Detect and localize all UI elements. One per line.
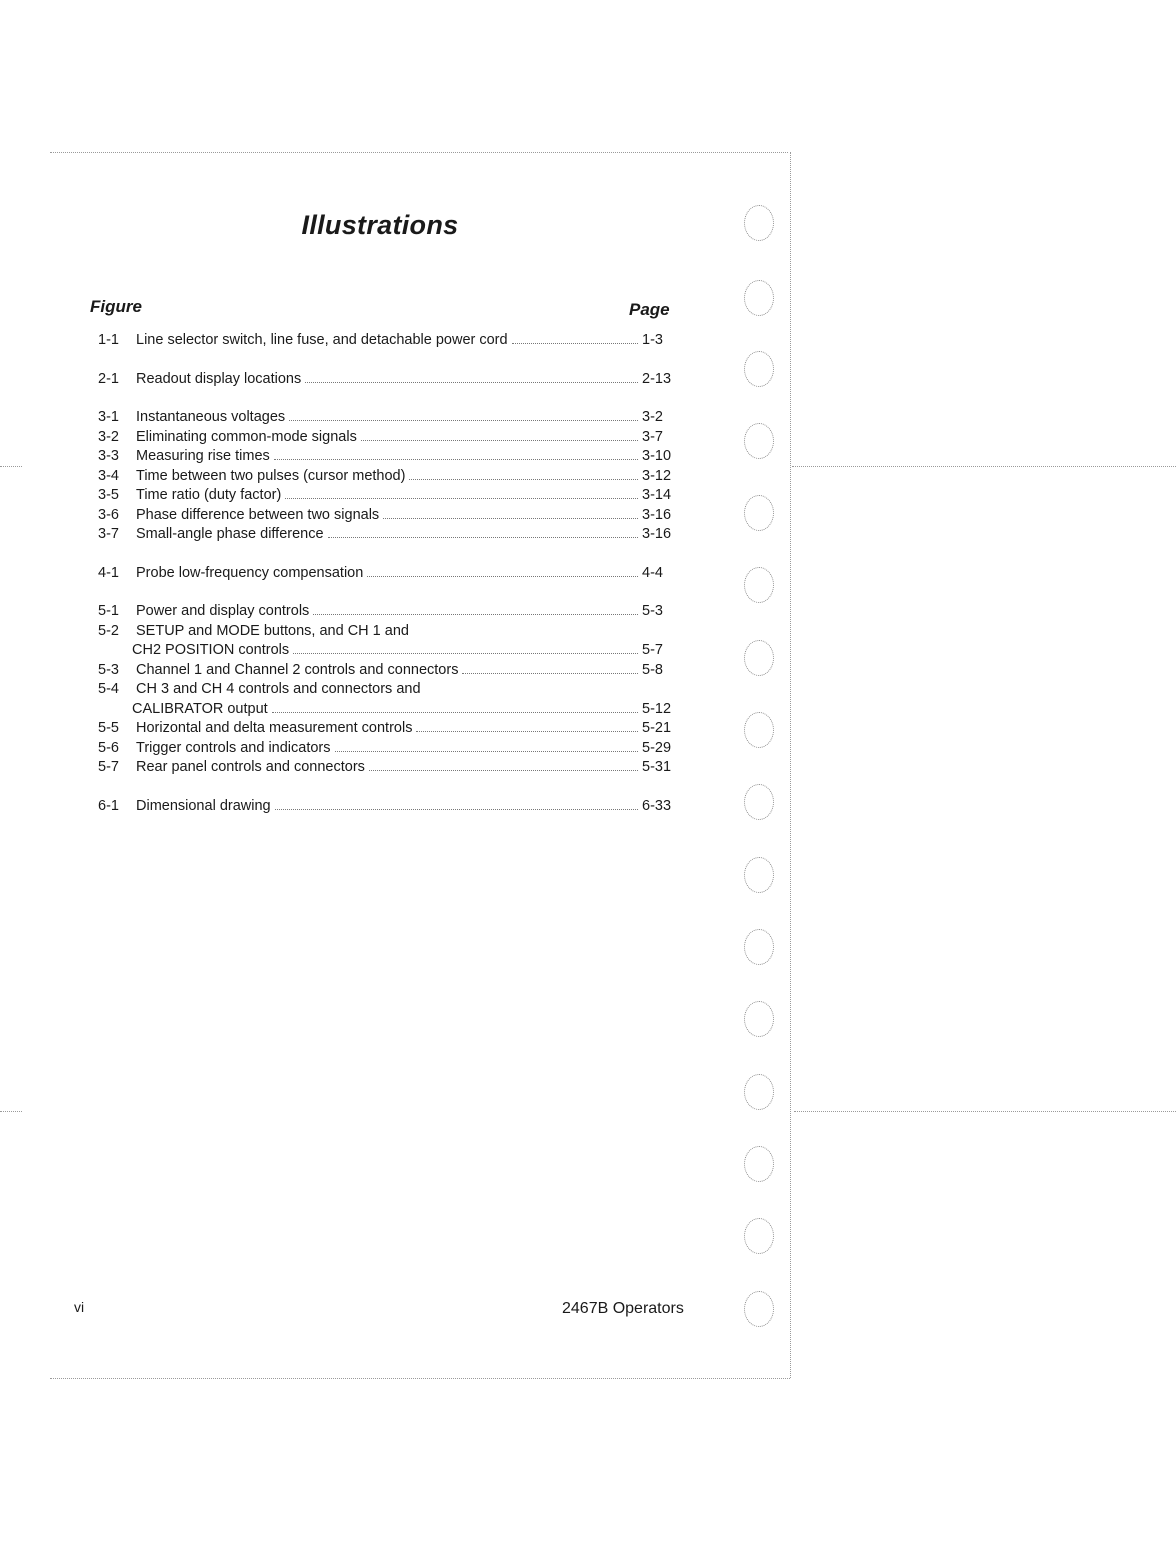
figure-number: 4-1 (98, 564, 119, 581)
figure-title: CALIBRATOR output (132, 700, 268, 717)
page-reference: 5-31 (642, 759, 672, 775)
figure-number: 3-1 (98, 409, 119, 425)
page-reference: 5-29 (642, 739, 672, 756)
figure-title: Power and display controls (136, 603, 310, 619)
figure-number: 5-2 (98, 622, 119, 639)
crop-mark-right-lower (794, 1111, 1176, 1112)
list-item (98, 602, 678, 622)
page-right-border (790, 152, 791, 1378)
figure-number: 5-5 (98, 720, 119, 736)
binder-hole (744, 1218, 774, 1254)
figure-number: 3-5 (98, 487, 119, 503)
figure-number: 3-2 (98, 428, 119, 445)
illustrations-list (98, 331, 678, 835)
dot-leader (369, 769, 638, 771)
figure-title: Readout display locations (136, 370, 302, 387)
page-reference: 3-10 (642, 448, 672, 464)
binder-hole (744, 1291, 774, 1327)
manual-title: 2467B Operators (562, 1300, 684, 1317)
page-reference: 4-4 (642, 564, 663, 581)
dot-leader (335, 750, 639, 752)
page-reference: 2-13 (642, 370, 672, 387)
figure-number: 3-6 (98, 506, 119, 523)
figure-group (98, 564, 678, 584)
figure-group (98, 331, 678, 351)
list-item (98, 525, 678, 545)
list-item (98, 622, 678, 642)
dot-leader (328, 536, 638, 538)
figure-number: 3-3 (98, 448, 119, 464)
dot-leader (293, 652, 638, 654)
list-item (98, 700, 678, 720)
binder-hole (744, 712, 774, 748)
figure-title: Dimensional drawing (136, 797, 271, 814)
list-item (98, 467, 678, 487)
list-item (98, 564, 678, 584)
page-bottom-border (50, 1378, 790, 1379)
page-reference: 5-7 (642, 642, 663, 658)
binder-hole (744, 1074, 774, 1110)
figure-title: CH 3 and CH 4 controls and connectors and (136, 681, 421, 697)
binder-hole (744, 495, 774, 531)
binder-hole (744, 857, 774, 893)
binder-hole (744, 1146, 774, 1182)
figure-number: 1-1 (98, 332, 119, 348)
figure-title: SETUP and MODE buttons, and CH 1 and (136, 622, 409, 639)
figure-title: Rear panel controls and connectors (136, 759, 365, 775)
dot-leader (289, 419, 638, 421)
crop-mark-left-lower (0, 1111, 22, 1112)
figure-column-heading: Figure (90, 297, 142, 316)
list-item (98, 719, 678, 739)
figure-title: Phase difference between two signals (136, 506, 380, 523)
dot-leader (285, 497, 638, 499)
binder-hole (744, 784, 774, 820)
page-top-border (50, 152, 788, 153)
page-column-heading: Page (629, 300, 670, 319)
dot-leader (383, 517, 638, 519)
dot-leader (313, 613, 638, 615)
dot-leader (416, 730, 638, 732)
figure-group (98, 408, 678, 545)
page-reference: 5-8 (642, 661, 663, 678)
list-item (98, 797, 678, 817)
crop-mark-right-upper (792, 466, 1176, 467)
figure-title: Eliminating common-mode signals (136, 428, 357, 445)
page-reference: 5-3 (642, 603, 663, 619)
dot-leader (305, 381, 638, 383)
page-reference: 3-14 (642, 487, 672, 503)
binder-hole (744, 640, 774, 676)
figure-title: Instantaneous voltages (136, 409, 286, 425)
figure-number: 2-1 (98, 370, 119, 387)
list-item (98, 486, 678, 506)
figure-title: Probe low-frequency compensation (136, 564, 364, 581)
list-item (98, 506, 678, 526)
figure-number: 3-4 (98, 467, 119, 484)
list-item (98, 408, 678, 428)
page-reference: 6-33 (642, 797, 672, 814)
figure-number: 3-7 (98, 526, 119, 542)
figure-number: 5-4 (98, 681, 119, 697)
list-item (98, 680, 678, 700)
binder-hole (744, 351, 774, 387)
dot-leader (361, 439, 638, 441)
page-number: vi (74, 1299, 85, 1315)
page-reference: 5-12 (642, 700, 672, 717)
dot-leader (275, 808, 638, 810)
list-item (98, 331, 678, 351)
list-item (98, 739, 678, 759)
figure-number: 5-1 (98, 603, 119, 619)
figure-number: 5-6 (98, 739, 119, 756)
figure-group (98, 602, 678, 778)
binder-hole (744, 205, 774, 241)
dot-leader (367, 575, 638, 577)
dot-leader (512, 342, 638, 344)
page-reference: 5-21 (642, 720, 672, 736)
dot-leader (409, 478, 638, 480)
page-reference: 1-3 (642, 332, 663, 348)
binder-hole (744, 929, 774, 965)
list-item (98, 447, 678, 467)
dot-leader (272, 711, 638, 713)
figure-title: Time ratio (duty factor) (136, 487, 282, 503)
list-item (98, 758, 678, 778)
figure-group (98, 797, 678, 817)
figure-number: 5-7 (98, 759, 119, 775)
page-reference: 3-12 (642, 467, 672, 484)
page-title: Illustrations (301, 210, 459, 240)
page-reference: 3-2 (642, 409, 663, 425)
figure-group (98, 370, 678, 390)
dot-leader (274, 458, 638, 460)
dot-leader (462, 672, 638, 674)
list-item (98, 661, 678, 681)
figure-number: 6-1 (98, 797, 119, 814)
figure-title: Horizontal and delta measurement controls (136, 720, 413, 736)
figure-title: Measuring rise times (136, 448, 270, 464)
page-reference: 3-7 (642, 428, 663, 445)
list-item (98, 428, 678, 448)
figure-title: Time between two pulses (cursor method) (136, 467, 406, 484)
binder-hole (744, 280, 774, 316)
binder-hole (744, 1001, 774, 1037)
figure-title: Line selector switch, line fuse, and detachable power cord (136, 332, 508, 348)
page-reference: 3-16 (642, 526, 672, 542)
binder-hole (744, 567, 774, 603)
figure-title: Trigger controls and indicators (136, 739, 331, 756)
list-item (98, 641, 678, 661)
binder-hole (744, 423, 774, 459)
crop-mark-left-upper (0, 466, 22, 467)
figure-title: Channel 1 and Channel 2 controls and connectors (136, 661, 459, 678)
list-item (98, 370, 678, 390)
figure-title: Small-angle phase difference (136, 526, 324, 542)
page-reference: 3-16 (642, 506, 672, 523)
figure-title: CH2 POSITION controls (132, 642, 290, 658)
figure-number: 5-3 (98, 661, 119, 678)
